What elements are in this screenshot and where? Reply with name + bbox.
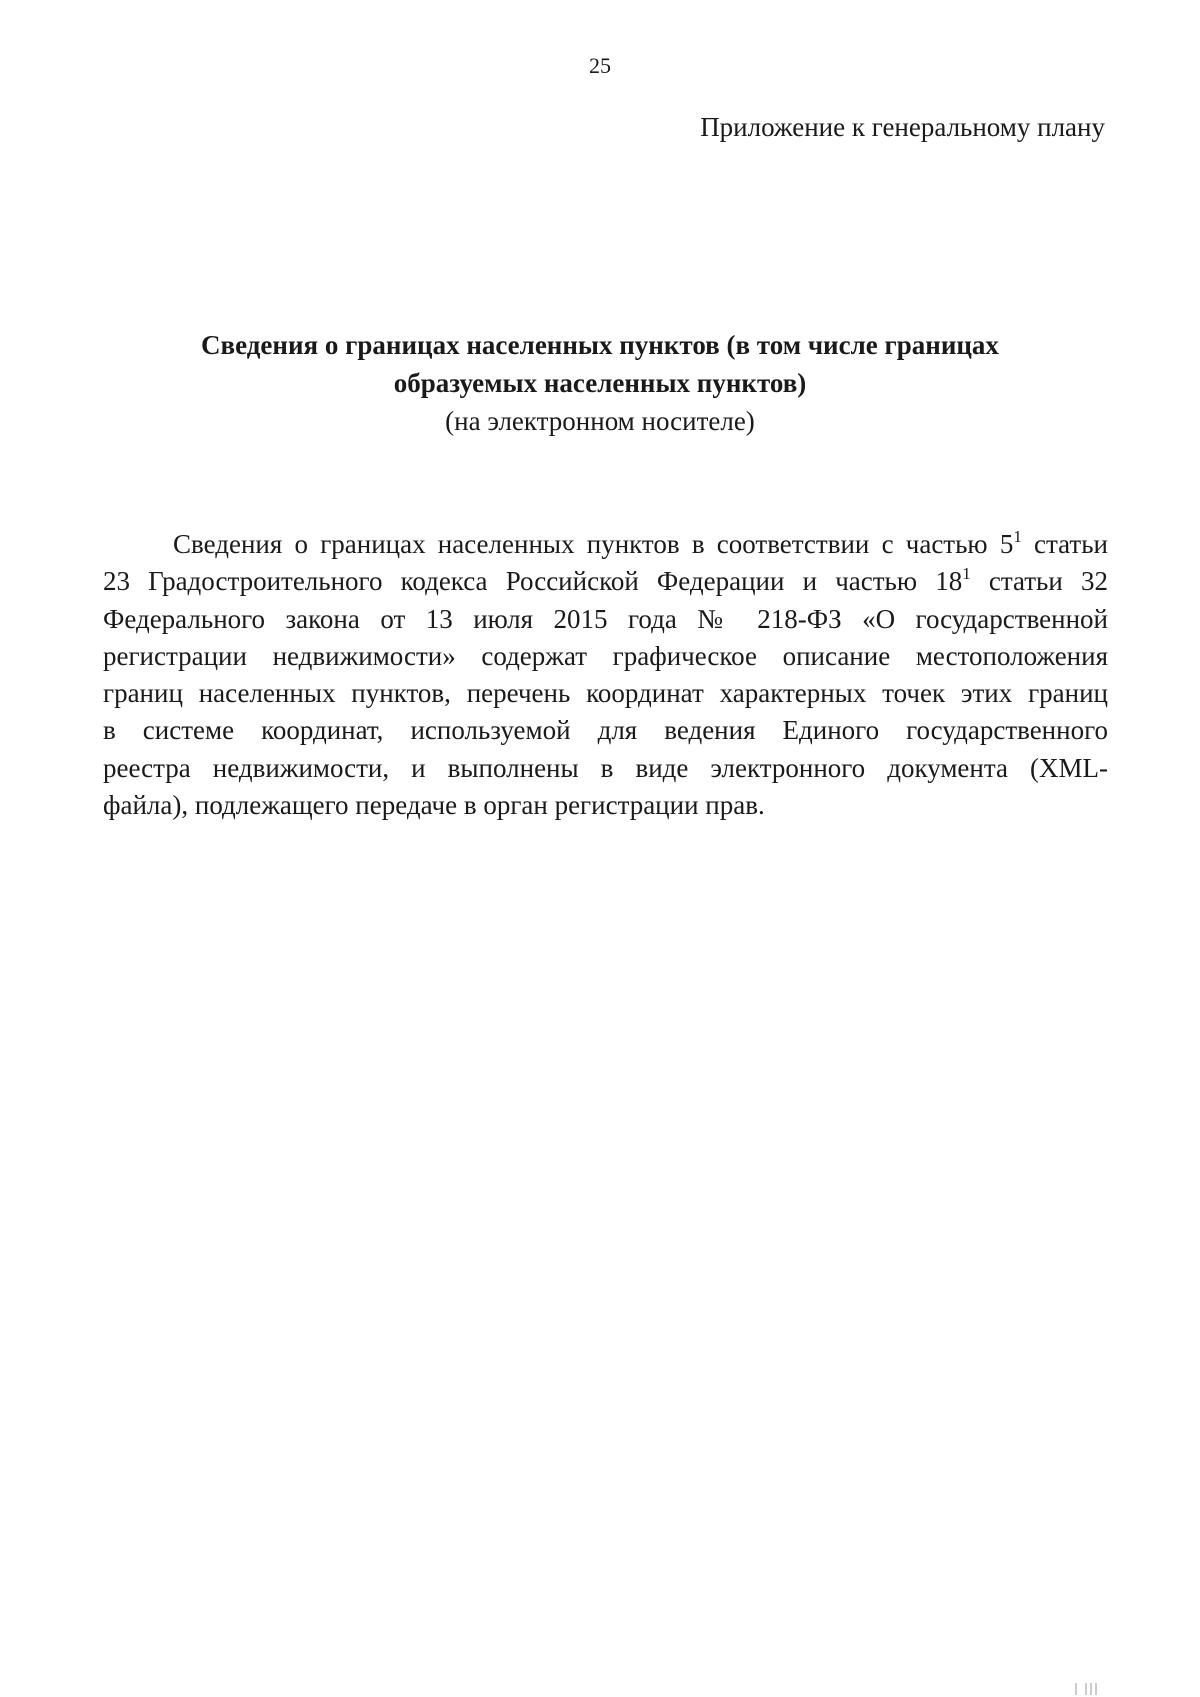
body-paragraph <box>103 526 1108 824</box>
line-text: Сведения о границах населенных пунктов в соответствии с частью 5 <box>173 529 1014 559</box>
superscript: 1 <box>962 564 971 584</box>
paragraph-line: файла), подлежащего передаче в орган регистрации прав. <box>103 790 765 821</box>
line-text: статьи 32 <box>970 566 1108 597</box>
document-subtitle: (на электронном носителе) <box>445 406 755 436</box>
scan-edge-marks <box>1072 1681 1112 1695</box>
page-number: 25 <box>589 53 611 78</box>
superscript: 1 <box>1013 527 1022 546</box>
paragraph-line: реестра недвижимости, и выполнены в виде электронного документа (XML- <box>103 752 1108 783</box>
title-line-2: образуемых населенных пунктов) <box>393 368 807 398</box>
paragraph-line: в системе координат, используемой для ведения Единого государственного <box>103 715 1108 746</box>
appendix-label: Приложение к генеральному плану <box>700 112 1105 142</box>
paragraph-line <box>103 563 1108 600</box>
paragraph-line: границ населенных пунктов, перечень координат характерных точек этих границ <box>103 678 1108 709</box>
line-text: статьи <box>1021 529 1108 559</box>
title-line-1: Сведения о границах населенных пунктов (в том числе границах <box>201 330 999 360</box>
document-title <box>100 326 1100 440</box>
paragraph-line: Федерального закона от 13 июля 2015 года № 218-ФЗ «О государственной <box>103 603 1108 634</box>
paragraph-line <box>103 526 1108 563</box>
line-text: 23 Градостроительного кодекса Российской Федерации и частью 18 <box>103 566 963 597</box>
paragraph-line: регистрации недвижимости» содержат графическое описание местоположения <box>103 640 1108 671</box>
